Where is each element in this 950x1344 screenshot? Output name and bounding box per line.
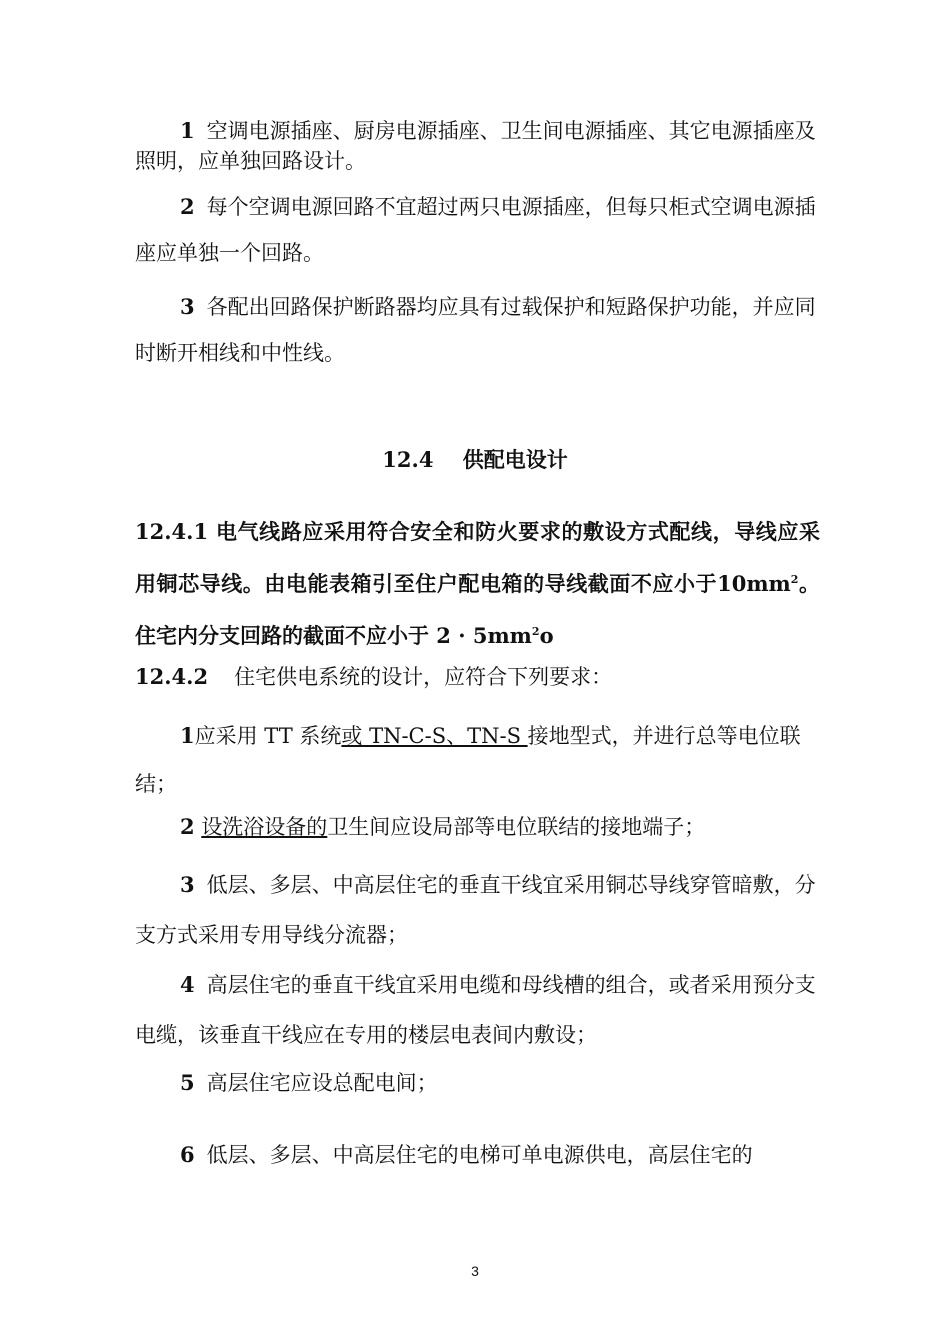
clause-text-b: 。住宅内分支回路的截面不应小于 2 · 5mm (135, 571, 820, 648)
item-number: 3 (180, 872, 195, 897)
clause-12-4-2 (135, 662, 820, 692)
section-number: 12.4 (382, 447, 434, 472)
item-text-post: 卫生间应设局部等电位联结的接地端子； (327, 815, 706, 839)
item-2-bathroom (135, 812, 820, 842)
item-text: 低层、多层、中高层住宅的垂直干线宜采用铜芯导线穿管暗敷，分支方式采用专用导线分流器； (135, 873, 816, 947)
item-number: 4 (180, 972, 195, 997)
item-text: 低层、多层、中高层住宅的电梯可单电源供电，高层住宅的 (206, 1143, 753, 1167)
superscript: 2 (790, 573, 799, 586)
item-number: 6 (180, 1142, 195, 1167)
item-1-paragraph (135, 116, 820, 176)
item-6-elevator (135, 1140, 820, 1170)
clause-number: 12.4.2 (135, 664, 209, 689)
item-text: 空调电源插座、厨房电源插座、卫生间电源插座、其它电源插座及照明，应单独回路设计。 (135, 119, 816, 173)
underlined-text: 设洗浴设备的 (201, 815, 328, 839)
item-text: 高层住宅应设总配电间； (206, 1071, 438, 1095)
item-number: 1 (180, 118, 195, 143)
item-text-post: 接地型式，并进行总等电位联结； (135, 724, 801, 796)
item-3-risers (135, 860, 820, 960)
section-title: 供配电设计 (462, 447, 568, 472)
item-number: 2 (180, 814, 195, 839)
item-text: 各配出回路保护断路器均应具有过载保护和短路保护功能，并应同时断开相线和中性线。 (135, 295, 816, 365)
item-5-distribution-room (135, 1068, 820, 1098)
item-text-pre: 应采用 TT 系统 (194, 724, 342, 748)
item-number: 1 (180, 723, 195, 748)
item-text: 每个空调电源回路不宜超过两只电源插座，但每只柜式空调电源插座应单独一个回路。 (135, 195, 816, 265)
item-text: 高层住宅的垂直干线宜采用电缆和母线槽的组合，或者采用预分支电缆，该垂直干线应在专用的楼层电表间内敷设； (135, 973, 816, 1047)
item-3-paragraph (135, 284, 820, 376)
clause-text-a: 12.4.1 电气线路应采用符合安全和防火要求的敷设方式配线，导线应采用铜芯导线。由电能表箱引至住户配电箱的导线截面不应小于10mm (135, 519, 820, 596)
item-1-grounding (135, 712, 820, 808)
item-number: 2 (180, 194, 195, 219)
clause-text: 住宅供电系统的设计，应符合下列要求： (234, 665, 613, 689)
superscript: 2 (531, 625, 540, 638)
item-2-paragraph (135, 184, 820, 276)
item-number: 3 (180, 294, 195, 319)
clause-12-4-1 (135, 508, 820, 660)
clause-text-c: o (539, 623, 554, 648)
item-4-high-rise (135, 960, 820, 1060)
section-heading (0, 444, 950, 474)
underlined-text: 或 TN-C-S、TN-S (341, 724, 528, 748)
item-number: 5 (180, 1070, 195, 1095)
page-number: 3 (471, 1263, 479, 1279)
